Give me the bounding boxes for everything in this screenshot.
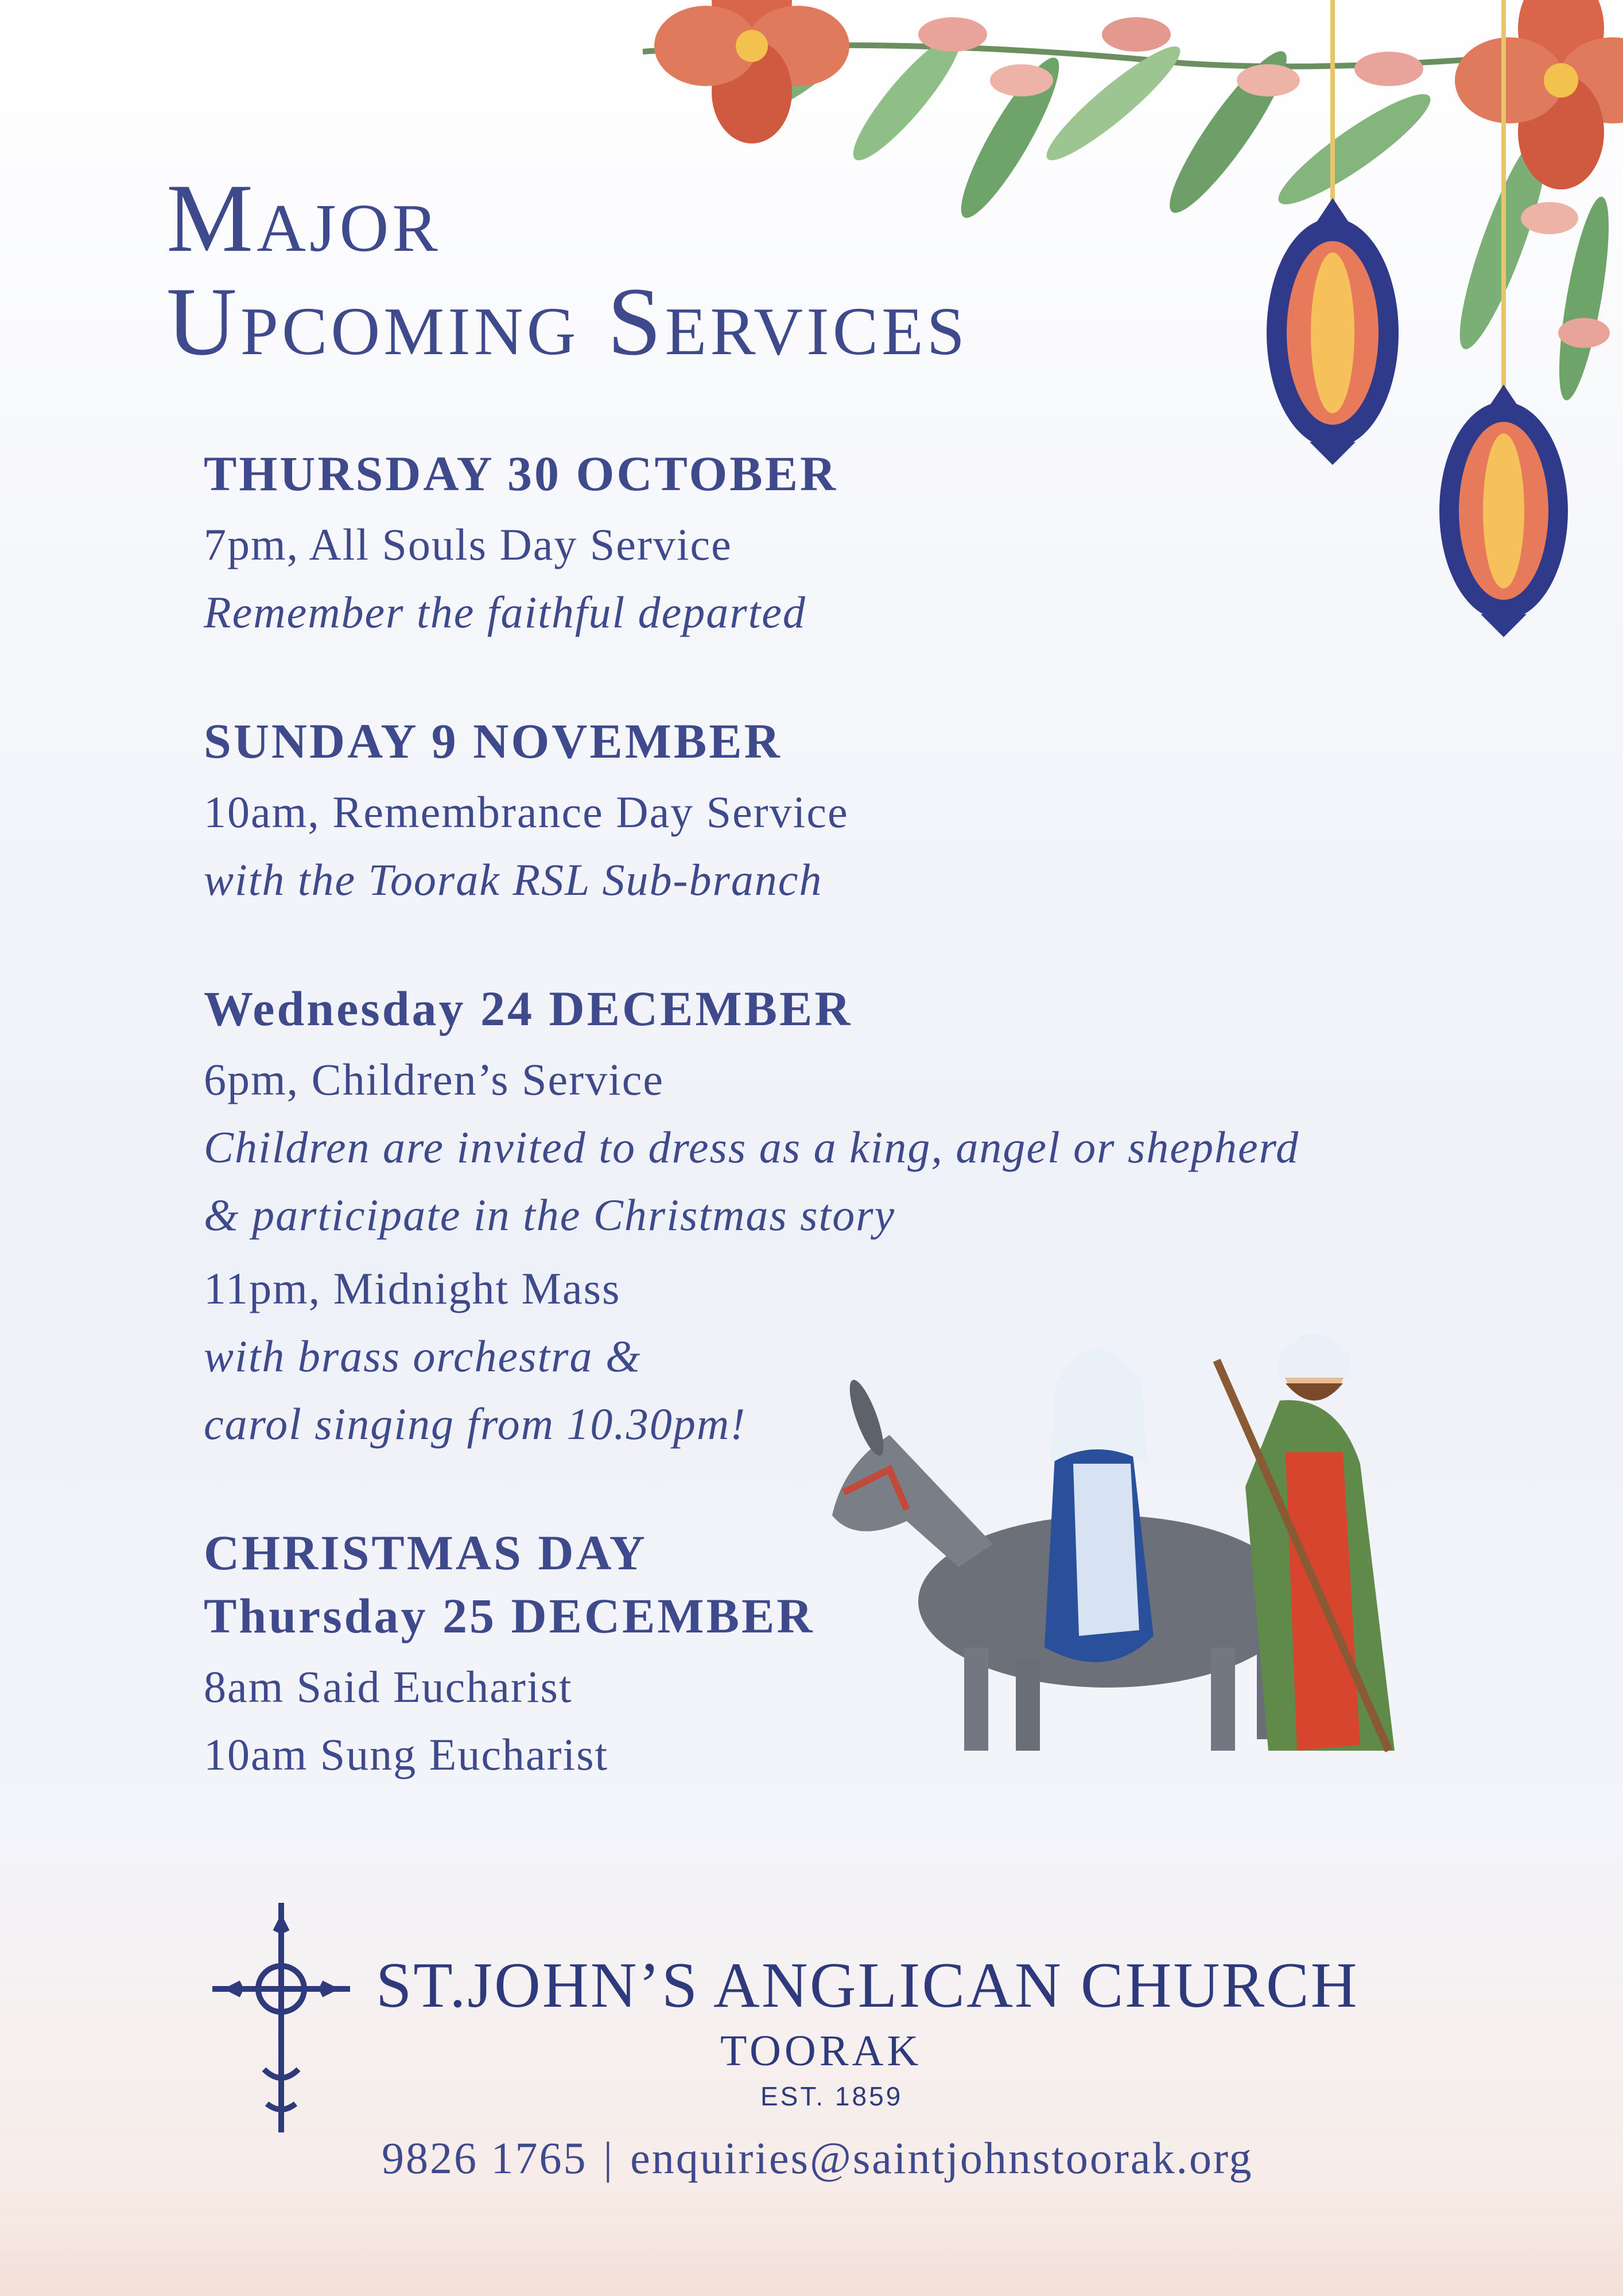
flower-right <box>1455 0 1623 189</box>
contact-line <box>382 2132 1253 2184</box>
service-note: with brass orchestra & <box>204 1331 642 1381</box>
church-location: TOORAK <box>720 2027 922 2075</box>
service-date: CHRISTMAS DAY <box>204 1525 647 1580</box>
service-time-title: 7pm, All Souls Day Service <box>204 519 732 569</box>
service-block <box>204 709 1352 914</box>
church-name: ST.JOHN’S ANGLICAN CHURCH <box>376 1950 1359 2021</box>
service-entry <box>204 511 1352 646</box>
service-note: carol singing from 10.30pm! <box>204 1399 747 1449</box>
service-note: Remember the faithful departed <box>204 587 806 637</box>
service-note: with the Toorak RSL Sub-branch <box>204 855 823 905</box>
service-time-title: 10am, Remembrance Day Service <box>204 787 849 837</box>
page-title <box>166 166 968 373</box>
contact-separator: | <box>603 2133 615 2183</box>
service-date-secondary: Thursday 25 DECEMBER <box>204 1588 815 1643</box>
email-link[interactable]: enquiries@saintjohnstoorak.org <box>630 2133 1253 2183</box>
mary <box>1045 1349 1154 1662</box>
nativity-illustration <box>809 1246 1469 1791</box>
service-time-title: 10am Sung Eucharist <box>204 1729 609 1779</box>
church-established: EST. 1859 <box>760 2081 903 2111</box>
service-entry <box>204 778 1352 914</box>
flower-left <box>654 0 849 144</box>
title-line-1: Major <box>166 164 441 272</box>
service-note: Children are invited to dress as a king, angel or shepherd <box>204 1122 1300 1172</box>
service-block <box>204 442 1352 646</box>
service-time-title: 8am Said Eucharist <box>204 1662 573 1712</box>
service-note: & participate in the Christmas story <box>204 1190 896 1240</box>
service-time-title: 6pm, Children’s Service <box>204 1054 665 1104</box>
service-date: Wednesday 24 DECEMBER <box>204 981 853 1036</box>
cross-logo <box>207 1897 356 2138</box>
service-date: SUNDAY 9 NOVEMBER <box>204 713 782 769</box>
service-time-title: 11pm, Midnight Mass <box>204 1263 621 1313</box>
service-date: THURSDAY 30 OCTOBER <box>204 446 838 501</box>
title-line-2: Upcoming Services <box>166 267 968 375</box>
phone-number[interactable]: 9826 1765 <box>382 2133 588 2183</box>
service-entry <box>204 1046 1352 1249</box>
